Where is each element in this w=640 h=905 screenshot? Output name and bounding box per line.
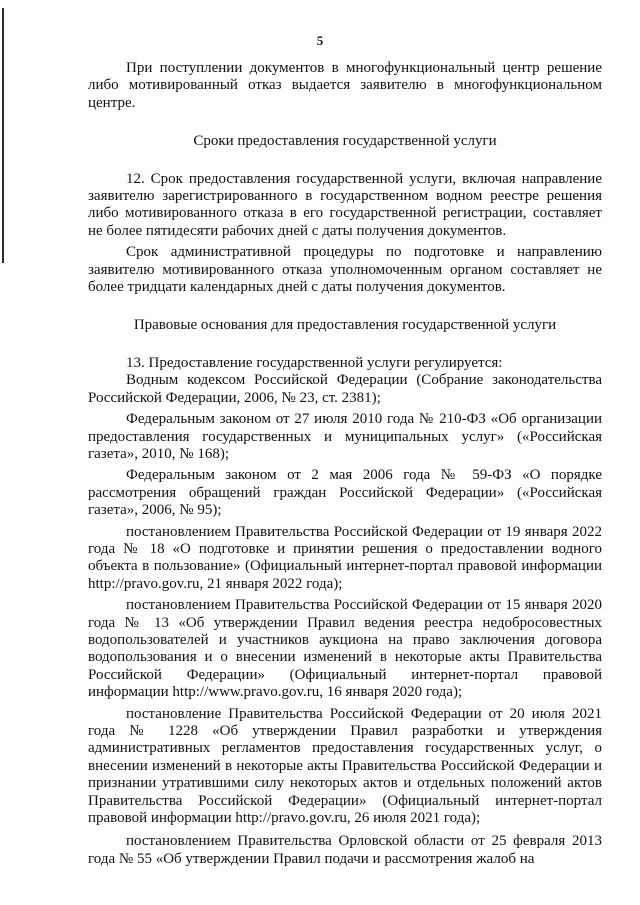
section-heading-legal-basis: Правовые основания для предоставления государственной услуги [133, 317, 557, 334]
section-heading-terms: Сроки предоставления государственной услуги [193, 133, 497, 150]
legal-basis-item: Федеральным законом от 2 мая 2006 года № 59-ФЗ «О порядке рассмотрения обращений граждан Российской Федерации» («Российская газета», 2006, № 95); [88, 467, 602, 519]
legal-basis-item: Федеральным законом от 27 июля 2010 года № 210-ФЗ «Об организации предоставления государственных и муниципальных услуг» («Российская газета», 2010, № 168); [88, 411, 602, 462]
paragraph-13: 13. Предоставление государственной услуги регулируется: [126, 354, 503, 371]
legal-basis-item: постановление Правительства Российской Федерации от 20 июля 2021 года № 1228 «Об утверждении Правил разработки и утверждения административных регламентов предоставления государственных услуг, о внесении изменений в некоторые акты Правительства Российской Федерации и признании утратившими силу некоторых актов и отдельных положений актов Правительства Российской Федерации» (Официальный интернет-портал правовой информации http://pravo.gov.ru, 26 июля 2021 года); [88, 705, 602, 827]
legal-basis-item: постановлением Правительства Российской Федерации от 19 января 2022 года № 18 «О подготовке и принятии решения о предоставлении водного объекта в пользование» (Официальный интернет-портал правовой информации http://pravo.gov.ru, 21 января 2022 года); [88, 523, 602, 592]
legal-basis-item: Водным кодексом Российской Федерации (Собрание законодательства Российской Федерации, 2006, № 23, ст. 2381); [88, 372, 602, 406]
document-body [88, 60, 602, 868]
paragraph-mfc-delivery: При поступлении документов в многофункциональный центр решение либо мотивированный отказ выдается заявителю в многофункциональном центре. [88, 60, 602, 111]
legal-basis-item: постановлением Правительства Российской Федерации от 15 января 2020 года № 13 «Об утверждении Правил ведения реестра недобросовестных водопользователей и участников аукциона на право заключения договора водопользования и о внесении изменений в некоторые акты Правительства Российской Федерации» (Официальный интернет-портал правовой информации http://www.pravo.gov.ru, 16 января 2020 года); [88, 597, 602, 701]
page-number: 5 [316, 33, 324, 48]
legal-basis-item: постановлением Правительства Орловской области от 25 февраля 2013 года № 55 «Об утверждении Правил подачи и рассмотрения жалоб на [88, 833, 602, 867]
paragraph-12-refusal-term: Срок административной процедуры по подготовке и направлению заявителю мотивированного отказа уполномоченным органом составляет не более тридцати календарных дней с даты получения документов. [88, 244, 602, 296]
paragraph-12: 12. Срок предоставления государственной услуги, включая направление заявителю зарегистрированного в государственном водном реестре решения либо мотивированного отказа в его государственной регистрации, составляет не более пятидесяти рабочих дней с даты получения документов. [88, 170, 602, 239]
